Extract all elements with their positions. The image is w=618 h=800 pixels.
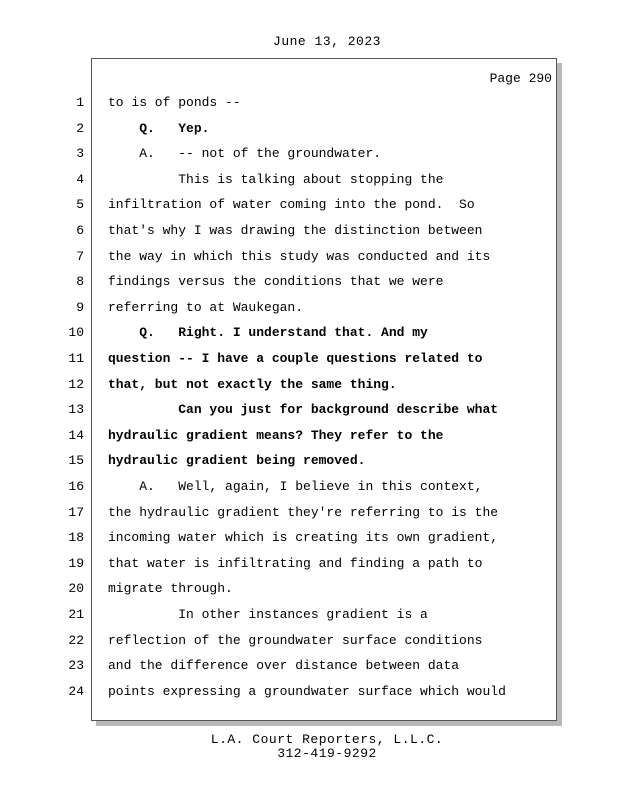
- header-date: June 13, 2023: [273, 34, 381, 49]
- line-number: 9: [76, 299, 84, 315]
- transcript-line: [0, 223, 560, 248]
- line-number: 23: [68, 658, 84, 674]
- line-text: to is of ponds --: [108, 95, 241, 110]
- line-number: 3: [76, 146, 84, 162]
- line-number: 10: [68, 325, 84, 341]
- line-number: 16: [68, 479, 84, 494]
- footer-phone: 312-419-9292: [277, 746, 377, 761]
- line-text: Q. Yep.: [108, 120, 210, 136]
- line-number: 17: [68, 504, 84, 520]
- line-number: 13: [68, 402, 84, 418]
- line-text: that water is infiltrating and finding a path to: [108, 555, 483, 571]
- transcript-line: [0, 249, 560, 274]
- transcript-line: [0, 453, 560, 478]
- transcript-line: [0, 556, 560, 581]
- transcript-line: [0, 377, 560, 402]
- transcript-line: [0, 325, 560, 350]
- line-number: 12: [68, 376, 84, 392]
- line-number: 18: [68, 530, 84, 546]
- line-number: 5: [76, 197, 84, 213]
- transcript-line: [0, 479, 560, 504]
- line-number: 20: [68, 581, 84, 597]
- line-number: 19: [68, 555, 84, 571]
- transcript-line: [0, 581, 560, 606]
- line-text: that's why I was drawing the distinction between: [108, 223, 483, 238]
- line-number: 24: [68, 683, 84, 699]
- line-text: This is talking about stopping the: [108, 171, 444, 187]
- line-text: that, but not exactly the same thing.: [108, 376, 397, 392]
- line-text: points expressing a groundwater surface which would: [108, 683, 506, 699]
- line-text: and the difference over distance between data: [108, 658, 460, 674]
- line-text: Can you just for background describe what: [108, 402, 499, 418]
- transcript-line: [0, 172, 560, 197]
- line-text: In other instances gradient is a: [108, 607, 428, 622]
- line-number: 11: [68, 351, 84, 366]
- transcript-line: [0, 684, 560, 709]
- transcript-line: [0, 121, 560, 146]
- line-text: hydraulic gradient being removed.: [108, 453, 366, 469]
- line-text: incoming water which is creating its own gradient,: [108, 530, 499, 546]
- line-number: 4: [76, 171, 84, 187]
- transcript-line: [0, 505, 560, 530]
- line-number: 22: [68, 632, 84, 648]
- line-number: 1: [76, 95, 84, 110]
- line-text: reflection of the groundwater surface conditions: [108, 632, 483, 648]
- transcript-line: [0, 658, 560, 683]
- line-text: findings versus the conditions that we were: [108, 274, 444, 290]
- line-number: 7: [76, 248, 84, 264]
- transcript-line: [0, 197, 560, 222]
- transcript-line: [0, 274, 560, 299]
- line-text: Q. Right. I understand that. And my: [108, 325, 428, 341]
- transcript-line: [0, 530, 560, 555]
- line-text: A. -- not of the groundwater.: [108, 146, 382, 162]
- page-number: Page 290: [489, 71, 552, 86]
- footer: [0, 733, 618, 761]
- line-text: referring to at Waukegan.: [108, 299, 304, 315]
- line-number: 2: [76, 120, 84, 136]
- transcript-line: [0, 428, 560, 453]
- transcript-line: [0, 146, 560, 171]
- footer-company: L.A. Court Reporters, L.L.C.: [210, 732, 444, 747]
- transcript-line: [0, 95, 560, 120]
- transcript-line: [0, 351, 560, 376]
- line-number: 15: [68, 453, 84, 469]
- line-text: question -- I have a couple questions related to: [108, 351, 483, 366]
- line-text: the hydraulic gradient they're referring to is the: [108, 504, 499, 520]
- transcript-line: [0, 607, 560, 632]
- transcript-line: [0, 300, 560, 325]
- line-text: infiltration of water coming into the pond. So: [108, 197, 475, 213]
- line-text: the way in which this study was conducted and its: [108, 248, 491, 264]
- transcript-line: [0, 402, 560, 427]
- line-text: migrate through.: [108, 581, 233, 597]
- line-text: A. Well, again, I believe in this context,: [108, 479, 483, 494]
- line-text: hydraulic gradient means? They refer to the: [108, 427, 444, 443]
- line-number: 8: [76, 274, 84, 290]
- line-number: 21: [68, 607, 84, 622]
- line-number: 14: [68, 427, 84, 443]
- transcript-line: [0, 633, 560, 658]
- line-number: 6: [76, 223, 84, 238]
